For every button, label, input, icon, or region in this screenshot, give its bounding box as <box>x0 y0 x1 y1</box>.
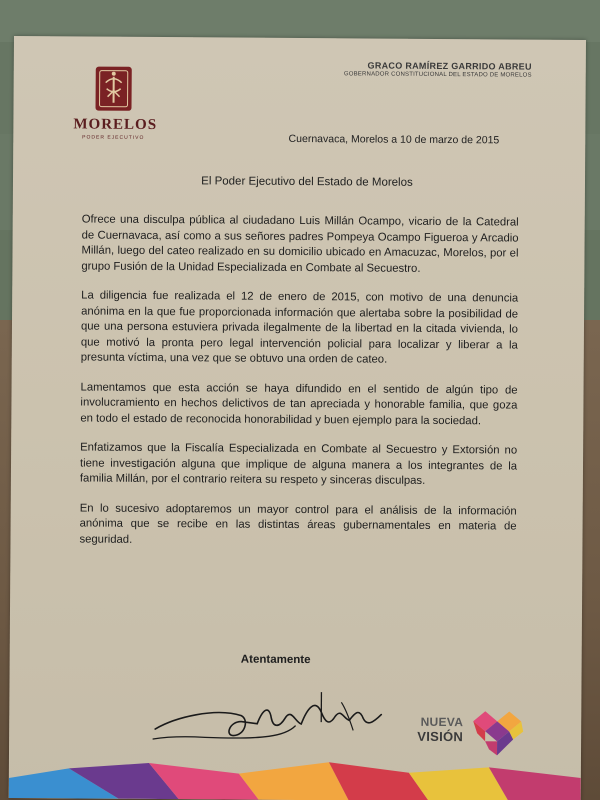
nueva-vision-logo <box>391 707 551 768</box>
governor-title: GOBERNADOR CONSTITUCIONAL DEL ESTADO DE MORELOS <box>343 71 532 79</box>
paragraph: Enfatizamos que la Fiscalía Especializada en Combate al Secuestro y Extorsión no tiene investigación alguna que implique de alguna manera a los integrantes de la familia Millán, por el contrario reitera su respeto y sinceras disculpas. <box>79 441 518 487</box>
governor-name: GRACO RAMÍREZ GARRIDO ABREU <box>367 60 532 72</box>
decorative-color-strip <box>9 758 581 800</box>
document-title: El Poder Ejecutivo del Estado de Morelos <box>201 175 413 189</box>
closing-salutation: Atentamente <box>240 653 311 667</box>
logo-subtitle: PODER EJECUTIVO <box>82 134 145 141</box>
morelos-logo <box>73 64 158 141</box>
handwritten-signature <box>145 677 425 749</box>
paragraph: Ofrece una disculpa pública al ciudadano Luis Millán Ocampo, vicario de la Catedral de Cuernavaca, así como a sus señores padres Pompeya Ocampo Figueroa y Arcadio Millán, luego del cateo realizado en su domicilio ubicado en Amacuzac, Morelos, por el grupo Fusión de la Unidad Especializada en Combate al Secuestro. <box>81 213 519 275</box>
paragraph: La diligencia fue realizada el 12 de enero de 2015, con motivo de una denuncia anónima en la que fue proporcionada información que alertaba sobre la posibilidad de que una persona estuviera privada ilegalmente de la libertad en la citada vivienda, lo que motivó la pronta pero legal intervención policial para localizar y liberar a la presunta víctima, una vez que se obtuvo una orden de cateo. <box>80 289 519 366</box>
brand-line-2: VISIÓN <box>417 728 464 745</box>
heart-mosaic-icon <box>469 707 529 759</box>
brand-line-1: NUEVA <box>420 714 464 730</box>
letter-document <box>9 36 586 800</box>
place-date: Cuernavaca, Morelos a 10 de marzo de 2015 <box>288 132 500 147</box>
morelos-shield-icon <box>93 65 133 113</box>
paragraph: Lamentamos que esta acción se haya difundido en el sentido de algún tipo de involucramiento en hechos delictivos de tan apreciada y honorable familia, que goza en todo el estado de reconocida honorabilidad y buen ejemplo para la sociedad. <box>80 380 518 427</box>
logo-name: MORELOS <box>73 116 158 134</box>
paragraph: En lo sucesivo adoptaremos un mayor control para el análisis de la información anónima que se recibe en las distintas áreas gubernamentales en materia de seguridad. <box>79 501 517 546</box>
governor-header <box>344 60 532 78</box>
letter-body <box>79 212 518 564</box>
